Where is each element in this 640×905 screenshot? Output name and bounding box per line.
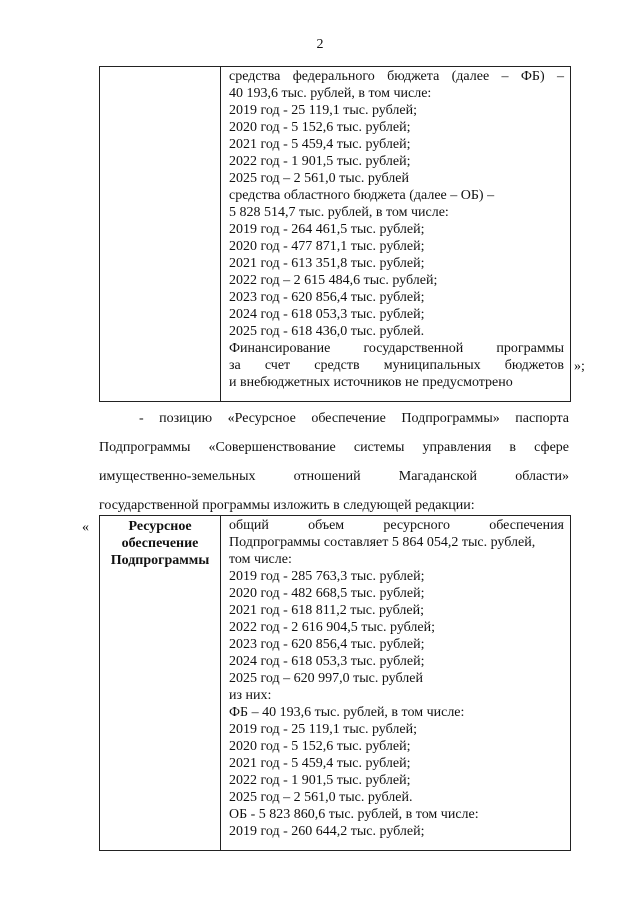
text-line: 2023 год - 620 856,4 тыс. рублей;	[229, 290, 425, 305]
heading-line: обеспечение	[121, 536, 199, 551]
text-line: и внебюджетных источников не предусмотрено	[229, 375, 513, 390]
instruction-paragraph	[99, 404, 569, 520]
text-line: 5 828 514,7 тыс. рублей, в том числе:	[229, 205, 449, 220]
text-line: 2022 год - 1 901,5 тыс. рублей;	[229, 773, 411, 788]
page-number: 2	[316, 37, 324, 52]
closing-quote: »;	[574, 359, 585, 374]
text-line: 2025 год – 2 561,0 тыс. рублей	[229, 171, 409, 186]
paragraph-line: Подпрограммы «Совершенствование системы управления в сфере	[99, 440, 569, 455]
text-line: 2019 год - 285 763,3 тыс. рублей;	[229, 569, 425, 584]
financing-table-continued	[99, 66, 571, 402]
text-line: Финансирование государственной программы	[229, 341, 564, 356]
table-content-cell	[221, 67, 571, 402]
resource-text	[221, 516, 570, 840]
table-label-cell	[100, 67, 221, 402]
text-line: 2025 год - 618 436,0 тыс. рублей.	[229, 324, 425, 339]
paragraph-line: - позицию «Ресурсное обеспечение Подпрограммы» паспорта	[139, 411, 569, 426]
opening-quote: «	[82, 520, 89, 535]
text-line: 2022 год – 2 615 484,6 тыс. рублей;	[229, 273, 438, 288]
text-line: 2020 год - 482 668,5 тыс. рублей;	[229, 586, 425, 601]
resource-heading	[100, 516, 220, 569]
table-content-cell	[221, 516, 571, 851]
text-line: 2019 год - 25 119,1 тыс. рублей;	[229, 103, 417, 118]
text-line: 2022 год - 1 901,5 тыс. рублей;	[229, 154, 411, 169]
text-line: том числе:	[229, 552, 292, 567]
text-line: 2020 год - 477 871,1 тыс. рублей;	[229, 239, 425, 254]
text-line: 2024 год - 618 053,3 тыс. рублей;	[229, 654, 425, 669]
text-line: средства областного бюджета (далее – ОБ) –	[229, 188, 495, 203]
financing-text	[221, 67, 570, 391]
text-line: 2025 год – 2 561,0 тыс. рублей.	[229, 790, 413, 805]
text-line: 2019 год - 25 119,1 тыс. рублей;	[229, 722, 417, 737]
text-line: 40 193,6 тыс. рублей, в том числе:	[229, 86, 432, 101]
text-line: 2019 год - 264 461,5 тыс. рублей;	[229, 222, 425, 237]
text-line: 2020 год - 5 152,6 тыс. рублей;	[229, 120, 411, 135]
text-line: 2025 год – 620 997,0 тыс. рублей	[229, 671, 423, 686]
paragraph-line: имущественно-земельных отношений Магаданской области»	[99, 469, 569, 484]
text-line: ФБ – 40 193,6 тыс. рублей, в том числе:	[229, 705, 465, 720]
text-line: из них:	[229, 688, 272, 703]
heading-line: Подпрограммы	[110, 553, 210, 568]
heading-line: Ресурсное	[128, 519, 192, 534]
text-line: общий объем ресурсного обеспечения	[229, 518, 564, 533]
text-line: 2023 год - 620 856,4 тыс. рублей;	[229, 637, 425, 652]
text-line: за счет средств муниципальных бюджетов	[229, 358, 564, 373]
text-line: 2024 год - 618 053,3 тыс. рублей;	[229, 307, 425, 322]
text-line: 2021 год - 618 811,2 тыс. рублей;	[229, 603, 424, 618]
text-line: 2021 год - 613 351,8 тыс. рублей;	[229, 256, 425, 271]
text-line: 2022 год - 2 616 904,5 тыс. рублей;	[229, 620, 436, 635]
text-line: 2021 год - 5 459,4 тыс. рублей;	[229, 756, 411, 771]
resource-table	[99, 515, 571, 851]
text-line: ОБ - 5 823 860,6 тыс. рублей, в том числе:	[229, 807, 479, 822]
text-line: Подпрограммы составляет 5 864 054,2 тыс. рублей,	[229, 535, 536, 550]
table-header-cell	[100, 516, 221, 851]
paragraph-line: государственной программы изложить в следующей редакции:	[99, 498, 475, 513]
text-line: 2019 год - 260 644,2 тыс. рублей;	[229, 824, 425, 839]
text-line: средства федерального бюджета (далее – ФБ) –	[229, 69, 564, 84]
text-line: 2021 год - 5 459,4 тыс. рублей;	[229, 137, 411, 152]
text-line: 2020 год - 5 152,6 тыс. рублей;	[229, 739, 411, 754]
